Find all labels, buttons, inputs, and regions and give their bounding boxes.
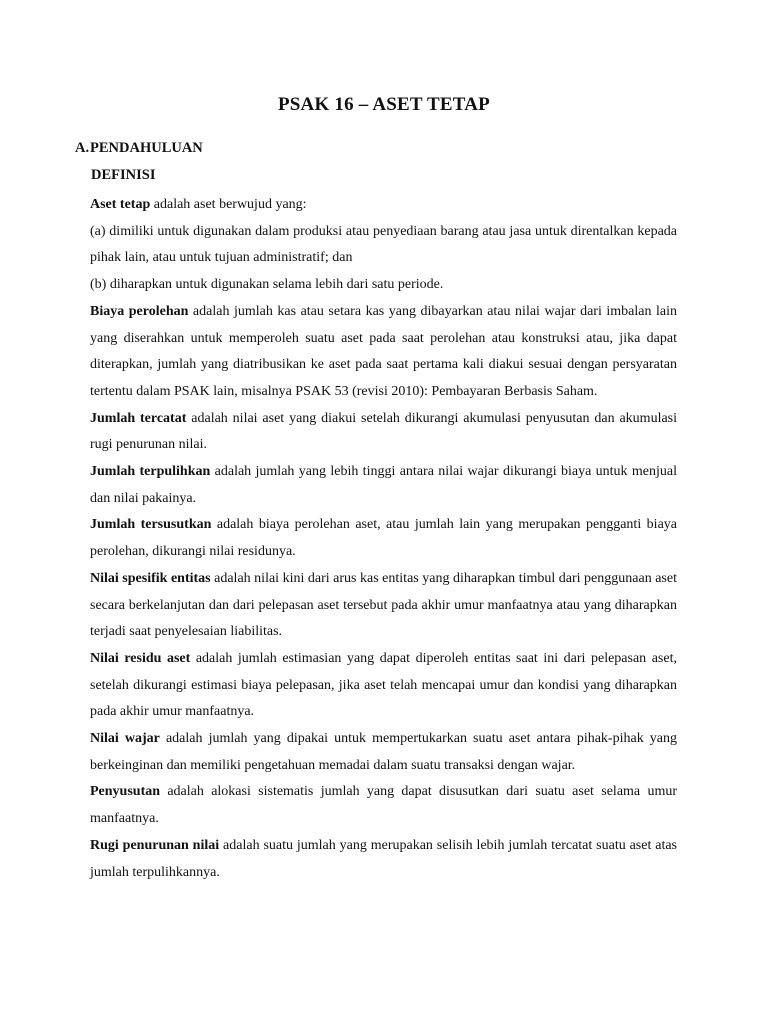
definition-paragraph bbox=[90, 646, 677, 726]
definition-text: adalah jumlah estimasian yang dapat diperoleh entitas saat ini dari pelepasan aset, setelah dikurangi estimasi biaya pelepasan, jika aset telah mencapai umur dan kondisi yang diharapkan pada akhir umur manfaatnya. bbox=[90, 650, 677, 720]
definition-text: adalah nilai aset yang diakui setelah dikurangi akumulasi penyusutan dan akumulasi rugi penurunan nilai. bbox=[90, 410, 678, 453]
definition-text: adalah jumlah kas atau setara kas yang dibayarkan atau nilai wajar dari imbalan lain yang diserahkan untuk memperoleh suatu aset pada saat perolehan atau konstruksi atau, jika dapat diterapkan, jumlah yang diatribusikan ke aset pada saat pertama kali diakui sesuai dengan persyaratan tertentu dalam PSAK lain, misalnya PSAK 53 (revisi 2010): Pembayaran Berbasis Saham. bbox=[90, 303, 677, 399]
definition-term: Penyusutan bbox=[90, 784, 161, 800]
definition-paragraph bbox=[90, 406, 677, 459]
definitions-subheading: DEFINISI bbox=[91, 167, 156, 183]
section-heading-text: PENDAHULUAN bbox=[90, 140, 203, 156]
definition-text: adalah aset berwujud yang: bbox=[150, 197, 307, 212]
definition-paragraph bbox=[90, 512, 677, 565]
definition-text: adalah nilai kini dari arus kas entitas yang diharapkan timbul dari penggunaan aset secara berkelanjutan dan dari pelepasan aset tersebut pada akhir umur manfaatnya atau yang diharapkan terjadi saat penyelesaian liabilitas. bbox=[90, 570, 677, 640]
definition-paragraph bbox=[90, 779, 677, 832]
definition-text: adalah jumlah yang lebih tinggi antara nilai wajar dikurangi biaya untuk menjual dan nilai pakainya. bbox=[90, 464, 677, 506]
definition-paragraph bbox=[90, 566, 677, 646]
definition-term: Jumlah terpulihkan bbox=[90, 464, 211, 480]
definition-paragraph bbox=[90, 192, 677, 219]
definition-term: Nilai wajar bbox=[90, 731, 160, 747]
definition-paragraph bbox=[90, 833, 677, 886]
definition-term: Jumlah tersusutkan bbox=[90, 517, 212, 533]
section-number: A. bbox=[75, 140, 90, 156]
definition-text: (b) diharapkan untuk digunakan selama lebih dari satu periode. bbox=[90, 277, 444, 293]
section-heading bbox=[75, 138, 203, 158]
document-title: PSAK 16 – ASET TETAP bbox=[277, 94, 490, 115]
definition-text: adalah biaya perolehan aset, atau jumlah lain yang merupakan pengganti biaya perolehan, dikurangi nilai residunya. bbox=[90, 517, 677, 560]
definition-paragraph bbox=[90, 272, 677, 299]
definition-paragraph bbox=[90, 219, 677, 272]
definition-text: adalah suatu jumlah yang merupakan selisih lebih jumlah tercatat suatu aset atas jumlah terpulihkannya. bbox=[90, 837, 677, 880]
definition-term: Nilai spesifik entitas bbox=[90, 570, 211, 586]
definition-paragraph bbox=[90, 299, 677, 406]
definition-paragraph bbox=[90, 726, 677, 779]
definition-term: Biaya perolehan bbox=[90, 303, 189, 319]
definition-term: Nilai residu aset bbox=[90, 650, 191, 666]
definition-term: Rugi penurunan nilai bbox=[90, 837, 220, 853]
definition-term: Aset tetap bbox=[90, 197, 151, 212]
definition-text: adalah alokasi sistematis jumlah yang dapat disusutkan dari suatu aset selama umur manfaatnya. bbox=[90, 784, 677, 827]
definition-term: Jumlah tercatat bbox=[90, 410, 187, 426]
definition-text: (a) dimiliki untuk digunakan dalam produksi atau penyediaan barang atau jasa untuk direntalkan kepada pihak lain, atau untuk tujuan administratif; dan bbox=[90, 223, 677, 266]
definition-text: adalah jumlah yang dipakai untuk mempertukarkan suatu aset antara pihak-pihak yang berkeinginan dan memiliki pengetahuan memadai dalam suatu transaksi dengan wajar. bbox=[90, 731, 678, 773]
definitions-body bbox=[90, 192, 677, 886]
definition-paragraph bbox=[90, 459, 677, 512]
